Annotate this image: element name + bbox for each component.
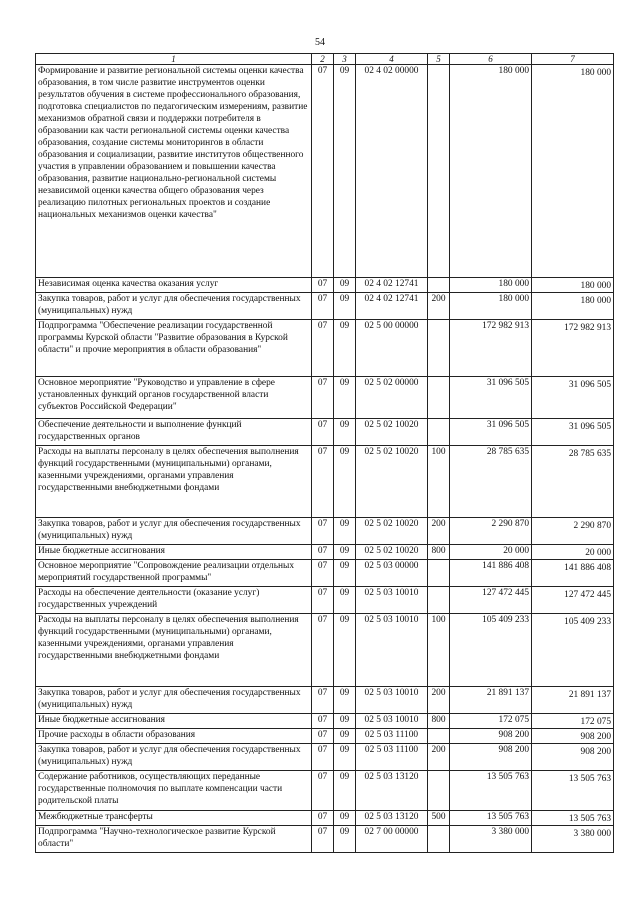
row-amount-col6: 13 505 763 xyxy=(450,771,532,811)
row-amount-col7 xyxy=(532,545,614,560)
row-amount-col6: 172 075 xyxy=(450,714,532,729)
row-expense-type xyxy=(428,587,450,614)
row-amount-col6: 3 380 000 xyxy=(450,826,532,853)
table-row xyxy=(36,771,614,811)
row-subsection: 09 xyxy=(334,419,356,446)
row-subsection: 09 xyxy=(334,518,356,545)
table-row xyxy=(36,687,614,714)
row-expense-type xyxy=(428,419,450,446)
row-section: 07 xyxy=(312,518,334,545)
row-amount-col6: 180 000 xyxy=(450,65,532,278)
header-col-4: 4 xyxy=(356,54,428,65)
row-section: 07 xyxy=(312,714,334,729)
row-subsection: 09 xyxy=(334,744,356,771)
row-target-article: 02 5 02 10020 xyxy=(356,545,428,560)
row-amount-col7 xyxy=(532,518,614,545)
row-amount-col7 xyxy=(532,293,614,320)
row-section: 07 xyxy=(312,545,334,560)
table-row xyxy=(36,811,614,826)
table-row xyxy=(36,293,614,320)
row-amount-col7-value: 31 096 505 xyxy=(568,422,611,432)
row-name: Расходы на выплаты персоналу в целях обеспечения выполнения функций государственными (муниципальными) органами, казенными учреждениями, органами управления государственными внебюджетными фондами xyxy=(36,614,312,687)
table-row xyxy=(36,545,614,560)
row-subsection: 09 xyxy=(334,377,356,419)
table-row xyxy=(36,587,614,614)
row-amount-col7-value: 908 200 xyxy=(580,747,611,757)
row-target-article: 02 5 03 10010 xyxy=(356,614,428,687)
row-expense-type xyxy=(428,377,450,419)
row-amount-col7-value: 3 380 000 xyxy=(573,829,611,839)
row-section: 07 xyxy=(312,826,334,853)
table-row xyxy=(36,65,614,278)
row-amount-col7 xyxy=(532,826,614,853)
row-subsection: 09 xyxy=(334,811,356,826)
row-amount-col6: 31 096 505 xyxy=(450,377,532,419)
table-row xyxy=(36,518,614,545)
row-target-article: 02 5 03 13120 xyxy=(356,811,428,826)
table-row xyxy=(36,320,614,377)
row-amount-col7 xyxy=(532,446,614,518)
budget-table xyxy=(35,53,614,853)
row-amount-col7-value: 31 096 505 xyxy=(568,380,611,390)
row-amount-col7 xyxy=(532,377,614,419)
row-subsection: 09 xyxy=(334,687,356,714)
row-expense-type: 800 xyxy=(428,714,450,729)
row-subsection: 09 xyxy=(334,771,356,811)
row-amount-col7 xyxy=(532,744,614,771)
row-target-article: 02 7 00 00000 xyxy=(356,826,428,853)
row-section: 07 xyxy=(312,744,334,771)
row-name: Подпрограмма "Научно-технологическое развитие Курской области" xyxy=(36,826,312,853)
row-section: 07 xyxy=(312,65,334,278)
row-name: Закупка товаров, работ и услуг для обеспечения государственных (муниципальных) нужд xyxy=(36,687,312,714)
row-section: 07 xyxy=(312,293,334,320)
row-section: 07 xyxy=(312,446,334,518)
row-name: Иные бюджетные ассигнования xyxy=(36,545,312,560)
row-target-article: 02 5 02 10020 xyxy=(356,518,428,545)
row-amount-col7 xyxy=(532,714,614,729)
row-amount-col7-value: 172 982 913 xyxy=(564,323,611,333)
row-expense-type: 200 xyxy=(428,293,450,320)
row-name: Закупка товаров, работ и услуг для обеспечения государственных (муниципальных) нужд xyxy=(36,518,312,545)
row-name: Основное мероприятие "Сопровождение реализации отдельных мероприятий государственной программы" xyxy=(36,560,312,587)
row-target-article: 02 5 03 11100 xyxy=(356,729,428,744)
row-target-article: 02 5 03 11100 xyxy=(356,744,428,771)
row-name: Формирование и развитие региональной системы оценки качества образования, в том числе развитие инструментов оценки результатов обучения в системе профессионального образования, подготовка специалистов по педагогическим измерениям, развитие механизмов обратной связи и поддержки потребителя в образовании как части региональной системы оценки качества образования, создание системы мониторингов в области образования и социализации, развитие институтов общественного участия в управлении образованием и повышении качества образования, развитие национально-региональной системы независимой оценки качества общего образования через реализацию пилотных региональных проектов и создание национальных механизмов оценки качества" xyxy=(36,65,312,278)
row-amount-col7-value: 172 075 xyxy=(580,717,611,727)
row-section: 07 xyxy=(312,560,334,587)
header-col-7: 7 xyxy=(532,54,614,65)
row-amount-col7-value: 20 000 xyxy=(585,548,611,558)
table-row xyxy=(36,714,614,729)
row-amount-col7 xyxy=(532,560,614,587)
row-amount-col7 xyxy=(532,729,614,744)
row-name: Независимая оценка качества оказания услуг xyxy=(36,278,312,293)
row-target-article: 02 5 03 10010 xyxy=(356,714,428,729)
table-row xyxy=(36,826,614,853)
row-target-article: 02 5 00 00000 xyxy=(356,320,428,377)
row-amount-col6: 31 096 505 xyxy=(450,419,532,446)
row-name: Обеспечение деятельности и выполнение функций государственных органов xyxy=(36,419,312,446)
row-amount-col6: 127 472 445 xyxy=(450,587,532,614)
row-name: Прочие расходы в области образования xyxy=(36,729,312,744)
row-section: 07 xyxy=(312,687,334,714)
row-subsection: 09 xyxy=(334,560,356,587)
row-amount-col7-value: 180 000 xyxy=(580,281,611,291)
row-amount-col7 xyxy=(532,65,614,278)
row-amount-col7-value: 21 891 137 xyxy=(568,690,611,700)
row-subsection: 09 xyxy=(334,714,356,729)
row-section: 07 xyxy=(312,811,334,826)
header-col-5: 5 xyxy=(428,54,450,65)
row-amount-col7-value: 127 472 445 xyxy=(564,590,611,600)
table-row xyxy=(36,744,614,771)
row-amount-col6: 172 982 913 xyxy=(450,320,532,377)
row-name: Подпрограмма "Обеспечение реализации государственной программы Курской области "Развитие образования в Курской области" и прочие мероприятия в области образования" xyxy=(36,320,312,377)
row-name: Закупка товаров, работ и услуг для обеспечения государственных (муниципальных) нужд xyxy=(36,293,312,320)
row-section: 07 xyxy=(312,377,334,419)
row-amount-col7-value: 180 000 xyxy=(580,68,611,78)
row-subsection: 09 xyxy=(334,545,356,560)
row-section: 07 xyxy=(312,419,334,446)
row-expense-type: 800 xyxy=(428,545,450,560)
row-target-article: 02 5 02 10020 xyxy=(356,446,428,518)
row-amount-col7 xyxy=(532,614,614,687)
row-amount-col7-value: 180 000 xyxy=(580,296,611,306)
row-subsection: 09 xyxy=(334,587,356,614)
row-expense-type xyxy=(428,65,450,278)
row-amount-col7-value: 13 505 763 xyxy=(568,814,611,824)
row-section: 07 xyxy=(312,729,334,744)
row-amount-col6: 105 409 233 xyxy=(450,614,532,687)
row-subsection: 09 xyxy=(334,65,356,278)
row-expense-type xyxy=(428,729,450,744)
row-section: 07 xyxy=(312,771,334,811)
row-subsection: 09 xyxy=(334,826,356,853)
row-amount-col7 xyxy=(532,320,614,377)
row-amount-col7-value: 105 409 233 xyxy=(564,617,611,627)
row-expense-type: 100 xyxy=(428,614,450,687)
row-section: 07 xyxy=(312,587,334,614)
row-target-article: 02 5 03 13120 xyxy=(356,771,428,811)
row-amount-col7 xyxy=(532,587,614,614)
header-col-3: 3 xyxy=(334,54,356,65)
row-amount-col7-value: 13 505 763 xyxy=(568,774,611,784)
table-row xyxy=(36,278,614,293)
row-amount-col6: 908 200 xyxy=(450,744,532,771)
row-amount-col7 xyxy=(532,811,614,826)
row-amount-col7 xyxy=(532,771,614,811)
row-target-article: 02 4 02 00000 xyxy=(356,65,428,278)
row-name: Иные бюджетные ассигнования xyxy=(36,714,312,729)
header-col-1: 1 xyxy=(36,54,312,65)
row-section: 07 xyxy=(312,278,334,293)
row-amount-col7-value: 141 886 408 xyxy=(564,563,611,573)
row-subsection: 09 xyxy=(334,729,356,744)
row-name: Расходы на выплаты персоналу в целях обеспечения выполнения функций государственными (муниципальными) органами, казенными учреждениями, органами управления государственными внебюджетными фондами xyxy=(36,446,312,518)
row-name: Основное мероприятие "Руководство и управление в сфере установленных функций органов государственной власти субъектов Российской Федерации" xyxy=(36,377,312,419)
row-amount-col6: 20 000 xyxy=(450,545,532,560)
row-amount-col6: 180 000 xyxy=(450,293,532,320)
table-row xyxy=(36,377,614,419)
row-subsection: 09 xyxy=(334,446,356,518)
row-amount-col6: 908 200 xyxy=(450,729,532,744)
row-target-article: 02 5 03 10010 xyxy=(356,687,428,714)
table-row xyxy=(36,446,614,518)
row-expense-type: 200 xyxy=(428,687,450,714)
header-col-6: 6 xyxy=(450,54,532,65)
row-subsection: 09 xyxy=(334,320,356,377)
row-name: Расходы на обеспечение деятельности (оказание услуг) государственных учреждений xyxy=(36,587,312,614)
row-expense-type: 200 xyxy=(428,744,450,771)
row-target-article: 02 5 02 00000 xyxy=(356,377,428,419)
row-target-article: 02 5 03 10010 xyxy=(356,587,428,614)
row-subsection: 09 xyxy=(334,293,356,320)
row-expense-type xyxy=(428,320,450,377)
table-row xyxy=(36,729,614,744)
row-amount-col7-value: 908 200 xyxy=(580,732,611,742)
row-expense-type: 200 xyxy=(428,518,450,545)
row-amount-col7 xyxy=(532,419,614,446)
row-expense-type xyxy=(428,560,450,587)
row-name: Закупка товаров, работ и услуг для обеспечения государственных (муниципальных) нужд xyxy=(36,744,312,771)
row-amount-col6: 141 886 408 xyxy=(450,560,532,587)
row-amount-col6: 2 290 870 xyxy=(450,518,532,545)
row-target-article: 02 5 03 00000 xyxy=(356,560,428,587)
row-target-article: 02 5 02 10020 xyxy=(356,419,428,446)
table-row xyxy=(36,614,614,687)
row-subsection: 09 xyxy=(334,614,356,687)
header-row xyxy=(36,54,614,65)
row-expense-type xyxy=(428,771,450,811)
row-amount-col7-value: 2 290 870 xyxy=(573,521,611,531)
row-expense-type: 500 xyxy=(428,811,450,826)
row-target-article: 02 4 02 12741 xyxy=(356,278,428,293)
row-amount-col6: 180 000 xyxy=(450,278,532,293)
table-row xyxy=(36,560,614,587)
row-subsection: 09 xyxy=(334,278,356,293)
row-amount-col6: 13 505 763 xyxy=(450,811,532,826)
row-amount-col7 xyxy=(532,687,614,714)
row-expense-type xyxy=(428,278,450,293)
row-expense-type xyxy=(428,826,450,853)
row-amount-col7-value: 28 785 635 xyxy=(568,449,611,459)
row-name: Содержание работников, осуществляющих переданные государственные полномочия по выплате компенсации части родительской платы xyxy=(36,771,312,811)
row-section: 07 xyxy=(312,614,334,687)
row-expense-type: 100 xyxy=(428,446,450,518)
table-row xyxy=(36,419,614,446)
row-target-article: 02 4 02 12741 xyxy=(356,293,428,320)
row-name: Межбюджетные трансферты xyxy=(36,811,312,826)
header-col-2: 2 xyxy=(312,54,334,65)
row-section: 07 xyxy=(312,320,334,377)
row-amount-col7 xyxy=(532,278,614,293)
row-amount-col6: 21 891 137 xyxy=(450,687,532,714)
page-number: 54 xyxy=(315,37,325,48)
row-amount-col6: 28 785 635 xyxy=(450,446,532,518)
